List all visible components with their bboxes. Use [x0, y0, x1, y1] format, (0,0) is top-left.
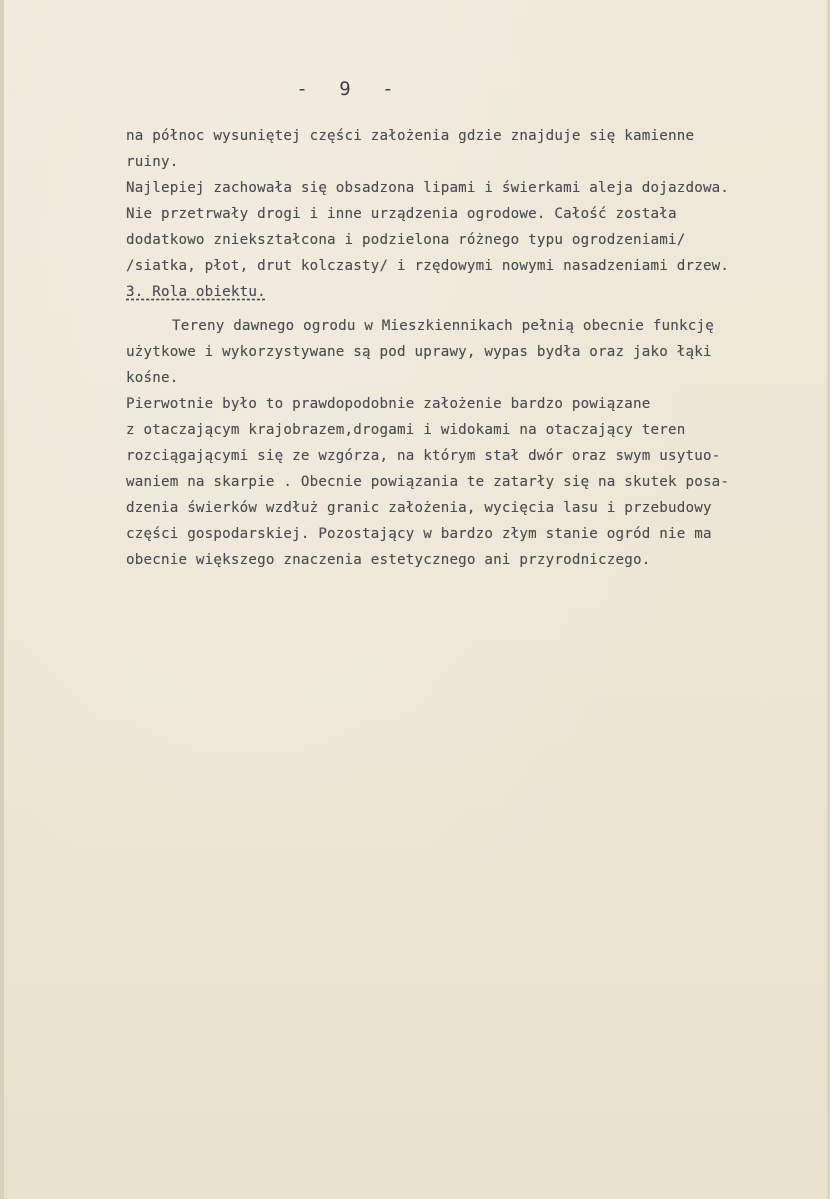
text-line: ruiny. — [126, 154, 179, 170]
text-line: Nie przetrwały drogi i inne urządzenia ogrodowe. Całość została — [126, 206, 677, 222]
text-line: dzenia świerków wzdłuż granic założenia, wycięcia lasu i przebudowy — [126, 500, 712, 516]
text-line: waniem na skarpie . Obecnie powiązania te zatarły się na skutek posa- — [126, 474, 730, 490]
text-line: Najlepiej zachowała się obsadzona lipami i świerkami aleja dojazdowa. — [126, 180, 730, 196]
text-line: części gospodarskiej. Pozostający w bardzo złym stanie ogród nie ma — [126, 526, 712, 542]
text-line: na północ wysuniętej części założenia gdzie znajduje się kamienne — [126, 128, 695, 144]
text-line: dodatkowo zniekształcona i podzielona różnego typu ogrodzeniami/ — [126, 232, 686, 248]
text-line: Pierwotnie było to prawdopodobnie założenie bardzo powiązane — [126, 396, 651, 412]
text-line: użytkowe i wykorzystywane są pod uprawy, wypas bydła oraz jako łąki — [126, 344, 712, 360]
paragraph-first-line: Tereny dawnego ogrodu w Mieszkiennikach pełnią obecnie funkcję — [172, 318, 714, 334]
text-line: obecnie większego znaczenia estetycznego ani przyrodniczego. — [126, 552, 651, 568]
text-line: z otaczającym krajobrazem,drogami i widokami na otaczający teren — [126, 422, 686, 438]
page-edge-left — [0, 0, 4, 1199]
page-number: - 9 - — [296, 78, 404, 100]
section-heading: 3. Rola obiektu. — [126, 284, 266, 300]
text-line: rozciągającymi się ze wzgórza, na którym stał dwór oraz swym usytuo- — [126, 448, 721, 464]
text-line: kośne. — [126, 370, 179, 386]
text-line: /siatka, płot, drut kolczasty/ i rzędowymi nowymi nasadzeniami drzew. — [126, 258, 730, 274]
